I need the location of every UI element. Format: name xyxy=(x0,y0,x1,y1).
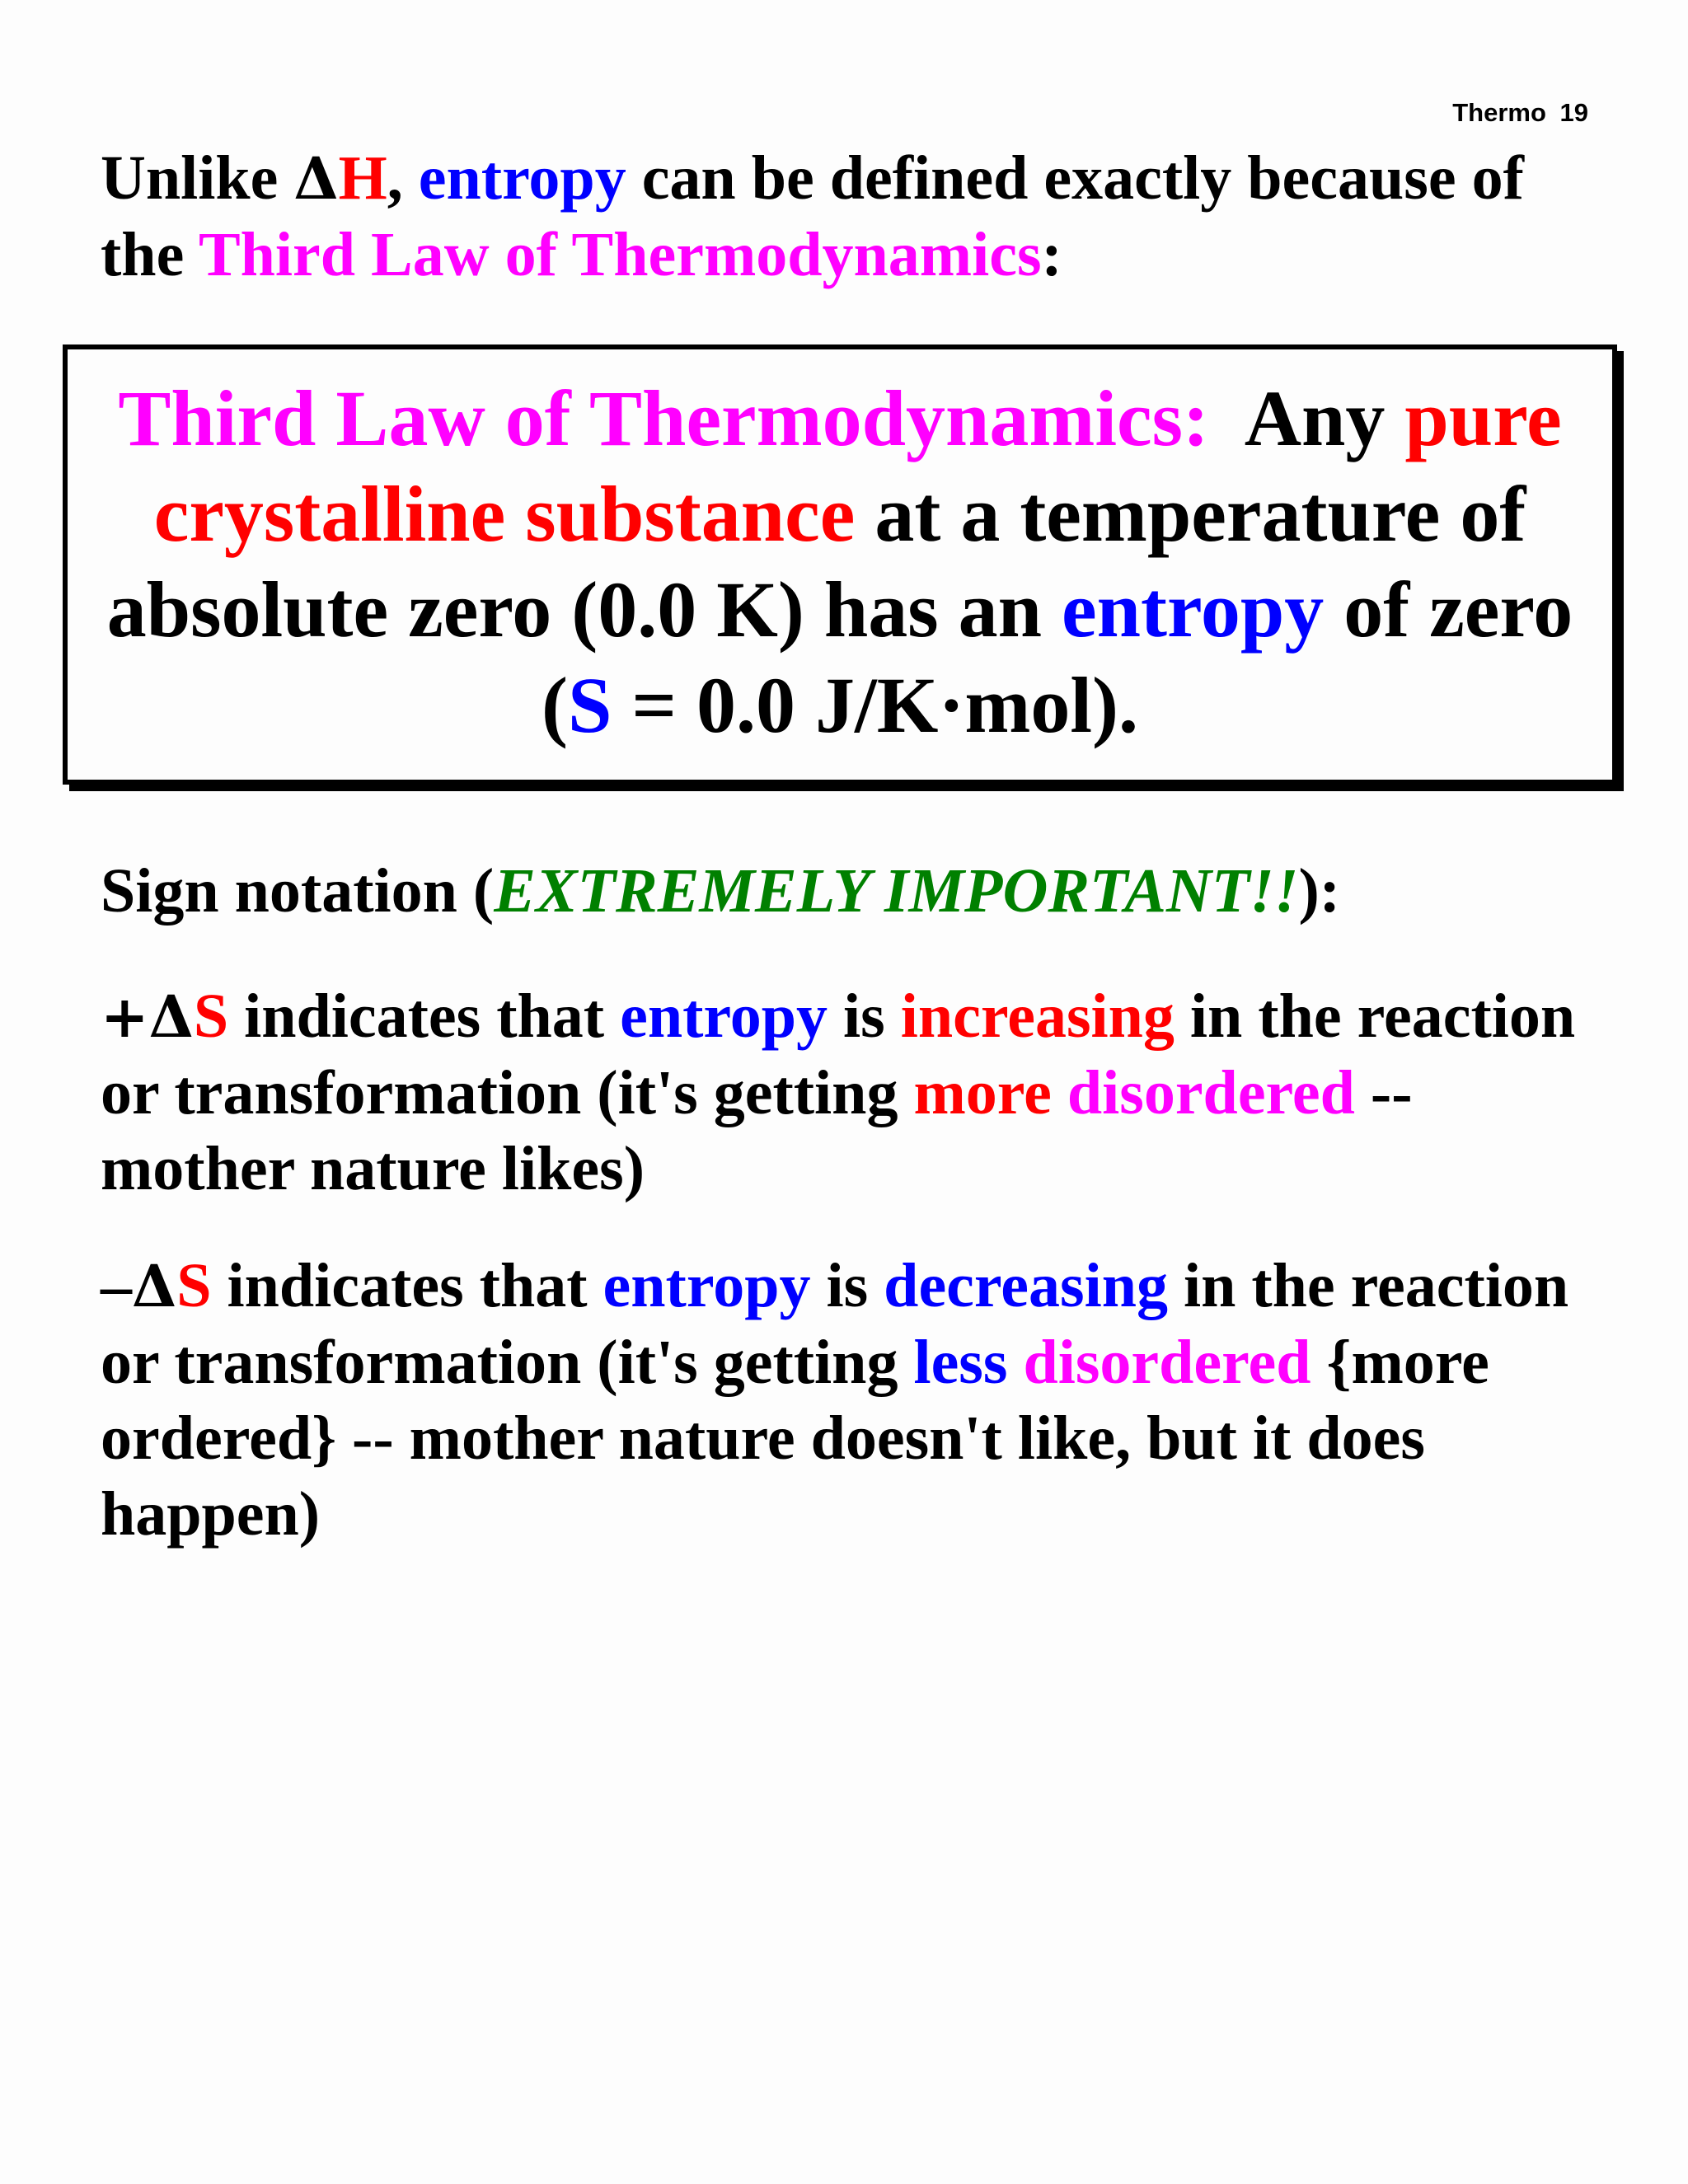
third-law-statement xyxy=(84,371,1596,753)
third-law-term: Third Law of Thermodynamics xyxy=(198,220,1042,289)
entropy-term: entropy xyxy=(418,143,626,213)
decreasing-term: decreasing xyxy=(884,1251,1168,1320)
intro-text-2: , xyxy=(387,143,419,213)
neg-text-5: {more ordered} -- mother nature doesn't like, but it does happen) xyxy=(101,1328,1489,1549)
page-label: Thermo 19 xyxy=(1452,98,1588,127)
entropy-symbol: S xyxy=(176,1251,212,1320)
extremely-important-note: EXTREMELY IMPORTANT!! xyxy=(494,856,1299,926)
law-text-any: Any xyxy=(1208,374,1405,462)
more-term: more xyxy=(913,1058,1052,1127)
pos-text-4 xyxy=(1052,1058,1067,1127)
sign-notation-heading xyxy=(101,853,1609,929)
pure-crystalline-term: pure crystalline substance xyxy=(153,374,1562,558)
pos-text-1: indicates that xyxy=(228,982,621,1051)
law-text-1: at a temperature of absolute zero (0.0 K) has an xyxy=(106,470,1526,654)
sign-text-2: ): xyxy=(1298,856,1341,926)
entropy-term: entropy xyxy=(1061,565,1325,654)
entropy-symbol: S xyxy=(567,661,612,749)
increasing-term: increasing xyxy=(900,982,1175,1051)
pos-text-2: is xyxy=(828,982,901,1051)
third-law-title: Third Law of Thermodynamics: xyxy=(118,374,1209,462)
sign-text-1: Sign notation ( xyxy=(101,856,495,926)
delta-symbol: Δ xyxy=(148,983,194,1051)
pos-text-3: in the reaction or transformation (it's getting xyxy=(101,982,1576,1127)
intro-paragraph xyxy=(101,140,1609,293)
entropy-term: entropy xyxy=(603,1251,811,1320)
neg-text-3: in the reaction or transformation (it's getting xyxy=(101,1251,1569,1397)
law-text-2: of zero ( xyxy=(541,565,1573,749)
intro-text-3: can be defined exactly because of the xyxy=(101,143,1524,289)
entropy-term: entropy xyxy=(620,982,828,1051)
pos-text-5: -- mother nature likes) xyxy=(101,1058,1413,1203)
neg-text-2: is xyxy=(810,1251,884,1320)
delta-symbol: Δ xyxy=(132,1253,177,1320)
intro-text-1: Unlike xyxy=(101,143,294,213)
less-term: less xyxy=(913,1328,1008,1397)
neg-text-4 xyxy=(1007,1328,1023,1397)
minus-sign: – xyxy=(101,1251,132,1320)
disordered-term: disordered xyxy=(1023,1328,1311,1397)
entropy-symbol: S xyxy=(193,982,229,1051)
neg-text-1: indicates that xyxy=(211,1251,603,1320)
negative-delta-s-paragraph xyxy=(101,1248,1609,1552)
enthalpy-symbol: H xyxy=(338,143,387,213)
delta-symbol: Δ xyxy=(293,145,339,213)
law-text-3: = 0.0 J/K·mol). xyxy=(612,661,1139,749)
disordered-term: disordered xyxy=(1067,1058,1355,1127)
positive-delta-s-paragraph xyxy=(101,978,1609,1207)
plus-sign: + xyxy=(101,983,149,1051)
intro-text-4: : xyxy=(1041,220,1062,289)
third-law-box xyxy=(63,344,1617,785)
